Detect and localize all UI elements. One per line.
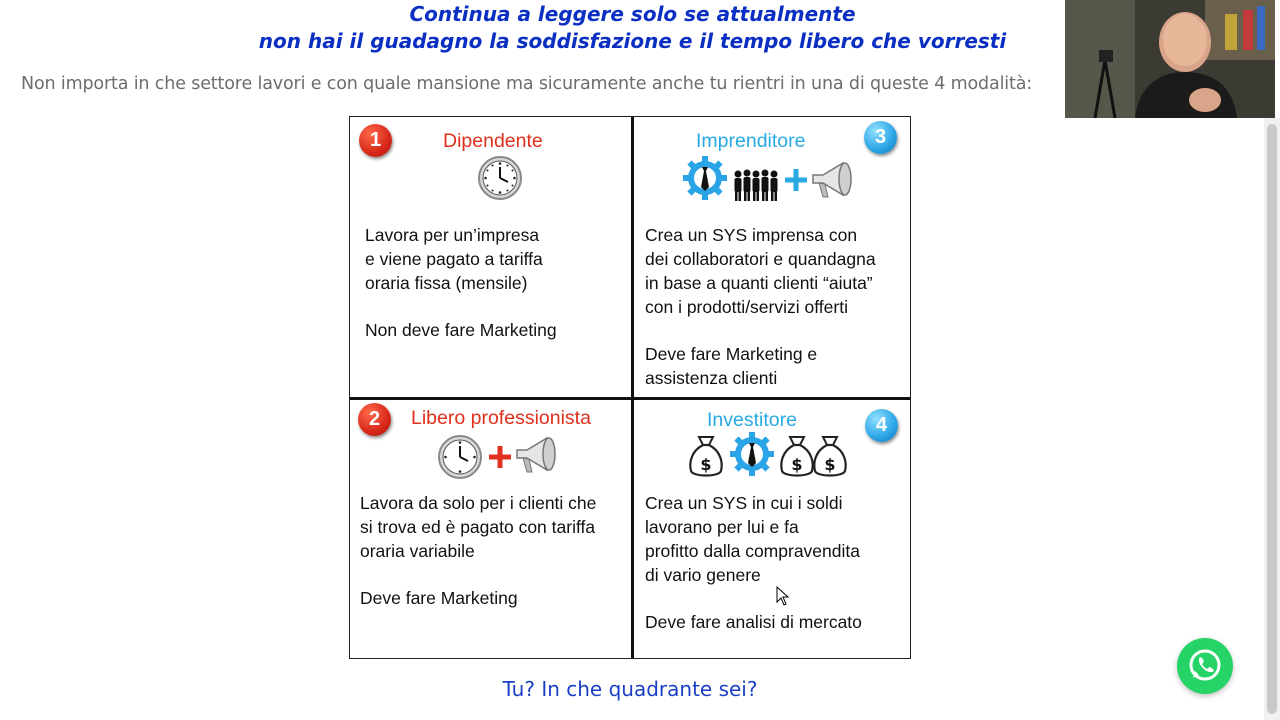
plus-icon — [488, 445, 512, 469]
quadrant-title: Dipendente — [443, 130, 543, 152]
quadrant-number-badge: 1 — [359, 124, 392, 157]
description-line: Crea un SYS imprensa con — [645, 225, 858, 245]
description-line: Lavora per un’impresa — [365, 225, 540, 245]
description-line: di vario genere — [645, 565, 761, 585]
plus-icon — [784, 168, 808, 192]
money-bag-icon — [687, 433, 725, 479]
quadrant-title: Imprenditore — [696, 130, 806, 152]
marketing-note: Non deve fare Marketing — [365, 320, 557, 340]
scrollbar-thumb[interactable] — [1267, 124, 1277, 714]
headline-line-2: non hai il guadagno la soddisfazione e il tempo libero che vorresti — [258, 29, 1007, 53]
description-line: Crea un SYS in cui i soldi — [645, 493, 843, 513]
description-line: dei collaboratori e quandagna — [645, 249, 876, 269]
quadrant-imprenditore — [634, 117, 910, 397]
quadrant-description — [645, 223, 876, 390]
clock-icon — [477, 155, 523, 201]
gear-tie-icon — [728, 430, 776, 478]
description-line: con i prodotti/servizi offerti — [645, 297, 848, 317]
marketing-note: Deve fare analisi di mercato — [645, 612, 862, 632]
megaphone-icon — [809, 157, 855, 203]
marketing-note: Deve fare Marketing e — [645, 344, 818, 364]
quadrant-libero-professionista — [350, 400, 631, 658]
quadrant-number-badge: 4 — [865, 409, 898, 442]
clock-icon — [437, 434, 483, 480]
whatsapp-chat-button[interactable] — [1177, 638, 1233, 694]
quadrant-dipendente — [350, 117, 631, 397]
gear-tie-icon — [681, 154, 729, 202]
quadrant-description — [365, 223, 557, 342]
description-line: lavorano per lui e fa — [645, 517, 799, 537]
headline-line-1: Continua a leggere solo se attualmente — [409, 2, 856, 26]
description-line: Lavora da solo per i clienti che — [360, 493, 597, 513]
quadrant-number-badge: 3 — [864, 121, 897, 154]
quadrant-title: Libero professionista — [411, 407, 591, 429]
svg-text:$: $ — [791, 455, 803, 474]
svg-text:$: $ — [700, 455, 712, 474]
quadrant-title: Investitore — [707, 409, 797, 431]
intro-text: Non importa in che settore lavori e con quale mansione ma sicuramente anche tu rientri in una di queste 4 modalità: — [21, 74, 1033, 94]
description-line: oraria variabile — [360, 541, 475, 561]
webcam-overlay — [1065, 0, 1275, 118]
quadrant-question: Tu? In che quadrante sei? — [502, 677, 758, 701]
marketing-note: assistenza clienti — [645, 368, 778, 388]
description-line: profitto dalla compravendita — [645, 541, 860, 561]
presenter-video-image — [1065, 0, 1275, 118]
marketing-note: Deve fare Marketing — [360, 588, 518, 608]
quadrant-grid — [349, 116, 911, 659]
quadrant-number-badge: 2 — [358, 403, 391, 436]
quadrant-description — [360, 491, 596, 610]
money-bag-icon — [811, 433, 849, 479]
description-line: in base a quanti clienti “aiuta” — [645, 273, 873, 293]
svg-text:$: $ — [824, 455, 836, 474]
description-line: e viene pagato a tariffa — [365, 249, 543, 269]
quadrant-description — [645, 491, 862, 634]
description-line: oraria fissa (mensile) — [365, 273, 528, 293]
mouse-cursor — [776, 586, 790, 606]
megaphone-icon — [513, 432, 559, 478]
description-line: si trova ed è pagato con tariffa — [360, 517, 596, 537]
whatsapp-icon — [1177, 638, 1233, 694]
team-icon — [733, 168, 779, 202]
quadrant-investitore — [634, 400, 910, 658]
